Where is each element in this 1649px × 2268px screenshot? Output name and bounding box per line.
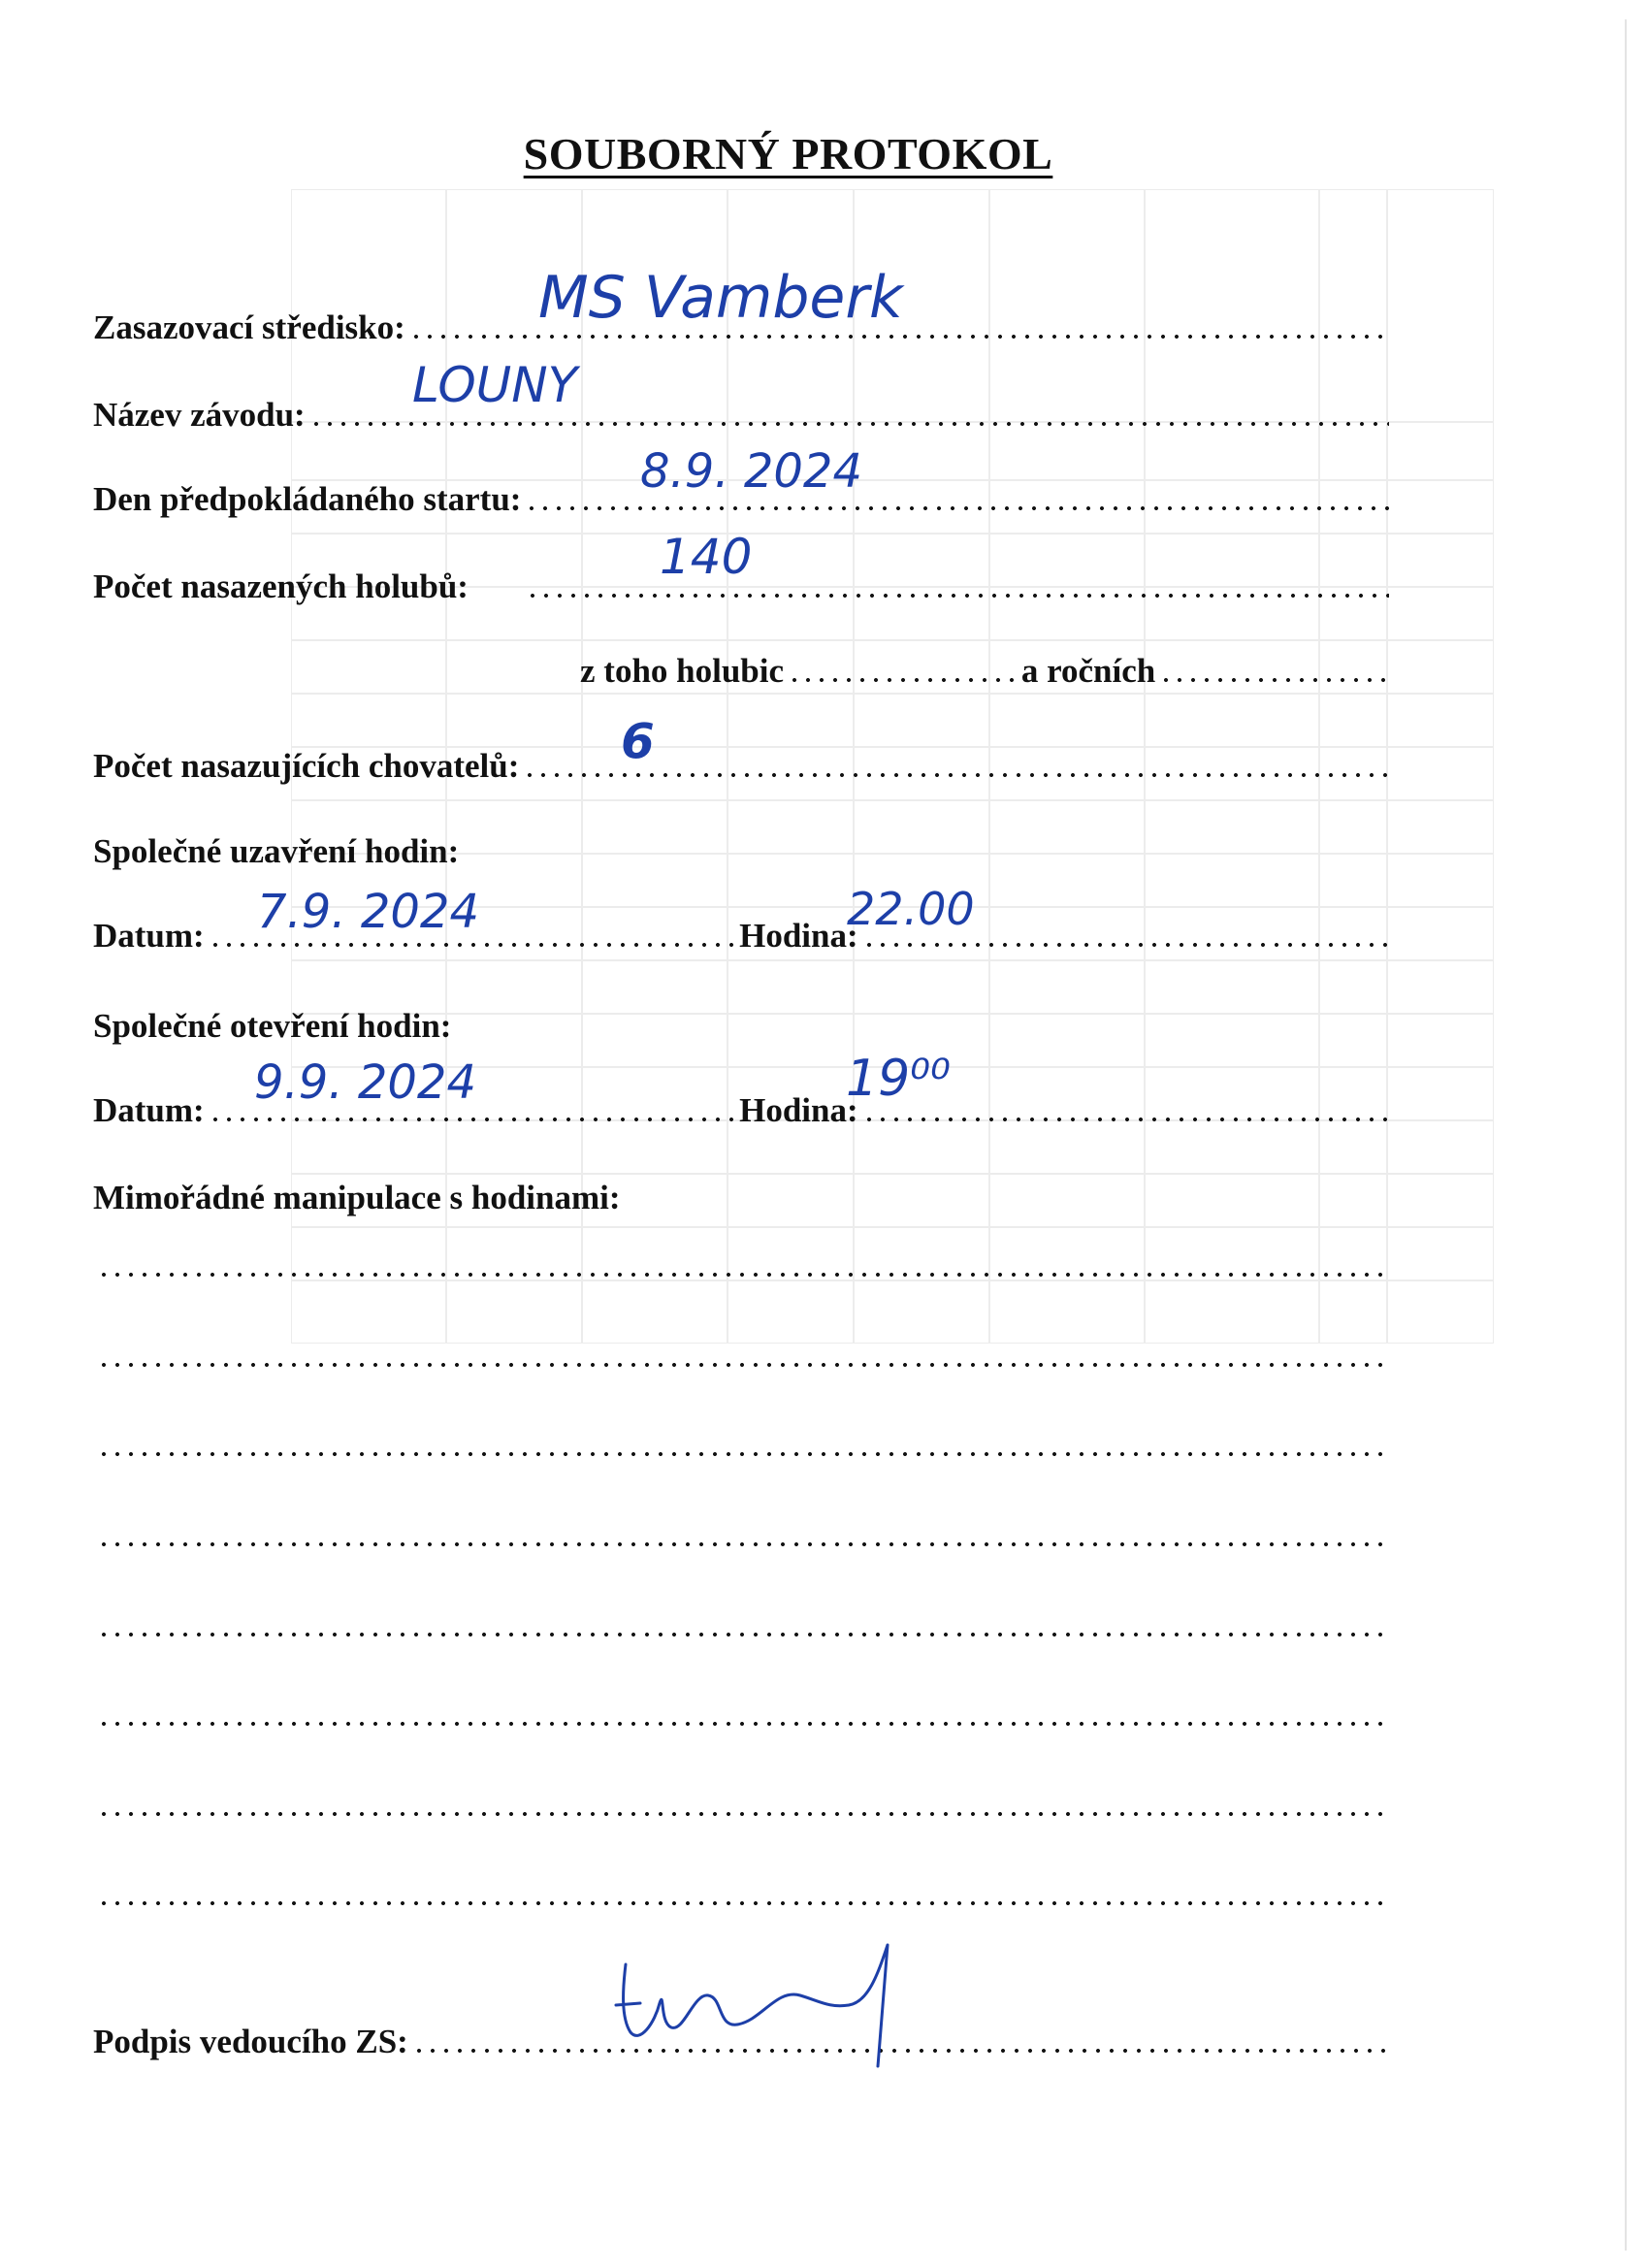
center-label: Zasazovací středisko: xyxy=(93,308,405,346)
extra-line-2 xyxy=(93,1363,1393,1367)
extra-dotted-line[interactable] xyxy=(97,1633,1389,1636)
opening-time-label: Hodina: xyxy=(739,1091,858,1129)
extra-dotted-line[interactable] xyxy=(97,1901,1389,1905)
race-row xyxy=(93,396,1393,435)
extra-line-3 xyxy=(93,1452,1393,1456)
extra-dotted-line[interactable] xyxy=(97,1812,1389,1816)
center-handwritten: MS Vamberk xyxy=(538,264,903,332)
extra-dotted-line[interactable] xyxy=(97,1363,1389,1367)
opening-date-handwritten: 9.9. 2024 xyxy=(254,1055,477,1110)
breeders-row xyxy=(93,747,1393,786)
opening-heading-row xyxy=(93,1007,1393,1046)
extra-line-6 xyxy=(93,1722,1393,1726)
extra-heading-row xyxy=(93,1179,1393,1217)
closing-time-dotted-line[interactable] xyxy=(862,943,1389,947)
closing-heading-row xyxy=(93,832,1393,871)
opening-time-handwritten: 19⁰⁰ xyxy=(846,1050,951,1108)
birds-label: Počet nasazených holubů: xyxy=(93,567,469,605)
extra-line-5 xyxy=(93,1633,1393,1636)
signature-label: Podpis vedoucího ZS: xyxy=(93,2023,408,2060)
extra-dotted-line[interactable] xyxy=(97,1722,1389,1726)
handwritten-signature xyxy=(601,1935,931,2071)
breeders-count-handwritten: 6 xyxy=(621,713,655,769)
page-title: SOUBORNÝ PROTOKOL xyxy=(523,129,1053,178)
closing-time-handwritten: 22.00 xyxy=(847,883,975,935)
race-label: Název závodu: xyxy=(93,396,306,434)
closing-date-dotted-line[interactable] xyxy=(209,943,735,947)
birds-dotted-line[interactable] xyxy=(526,594,1389,598)
extra-line-7 xyxy=(93,1812,1393,1816)
of-which-row xyxy=(580,652,1393,691)
extra-dotted-line[interactable] xyxy=(97,1452,1389,1456)
extra-dotted-line[interactable] xyxy=(97,1542,1389,1546)
opening-heading: Společné otevření hodin: xyxy=(93,1007,452,1045)
race-dotted-line[interactable] xyxy=(309,422,1389,426)
closing-date-label: Datum: xyxy=(93,917,205,955)
extra-line-8 xyxy=(93,1901,1393,1905)
closing-date-handwritten: 7.9. 2024 xyxy=(257,885,480,939)
page-edge-shadow xyxy=(1625,19,1627,2251)
extra-line-1 xyxy=(93,1273,1393,1277)
race-handwritten: LOUNY xyxy=(412,357,578,413)
start-dotted-line[interactable] xyxy=(525,506,1389,510)
extra-dotted-line[interactable] xyxy=(97,1273,1389,1277)
yearlings-label: a ročních xyxy=(1020,652,1156,690)
females-dotted-line[interactable] xyxy=(788,678,1018,682)
center-dotted-line[interactable] xyxy=(409,335,1389,339)
opening-time-dotted-line[interactable] xyxy=(862,1118,1389,1121)
start-date-handwritten: 8.9. 2024 xyxy=(640,444,863,499)
opening-date-label: Datum: xyxy=(93,1091,205,1129)
extra-label: Mimořádné manipulace s hodinami: xyxy=(93,1179,621,1216)
closing-time-label: Hodina: xyxy=(739,917,858,955)
start-label: Den předpokládaného startu: xyxy=(93,480,522,518)
opening-date-dotted-line[interactable] xyxy=(209,1118,735,1121)
extra-line-4 xyxy=(93,1542,1393,1546)
of-which-label: z toho holubic xyxy=(580,652,785,690)
yearlings-dotted-line[interactable] xyxy=(1159,678,1389,682)
breeders-dotted-line[interactable] xyxy=(523,773,1389,777)
breeders-label: Počet nasazujících chovatelů: xyxy=(93,747,520,785)
birds-count-handwritten: 140 xyxy=(660,529,753,585)
closing-heading: Společné uzavření hodin: xyxy=(93,832,460,870)
